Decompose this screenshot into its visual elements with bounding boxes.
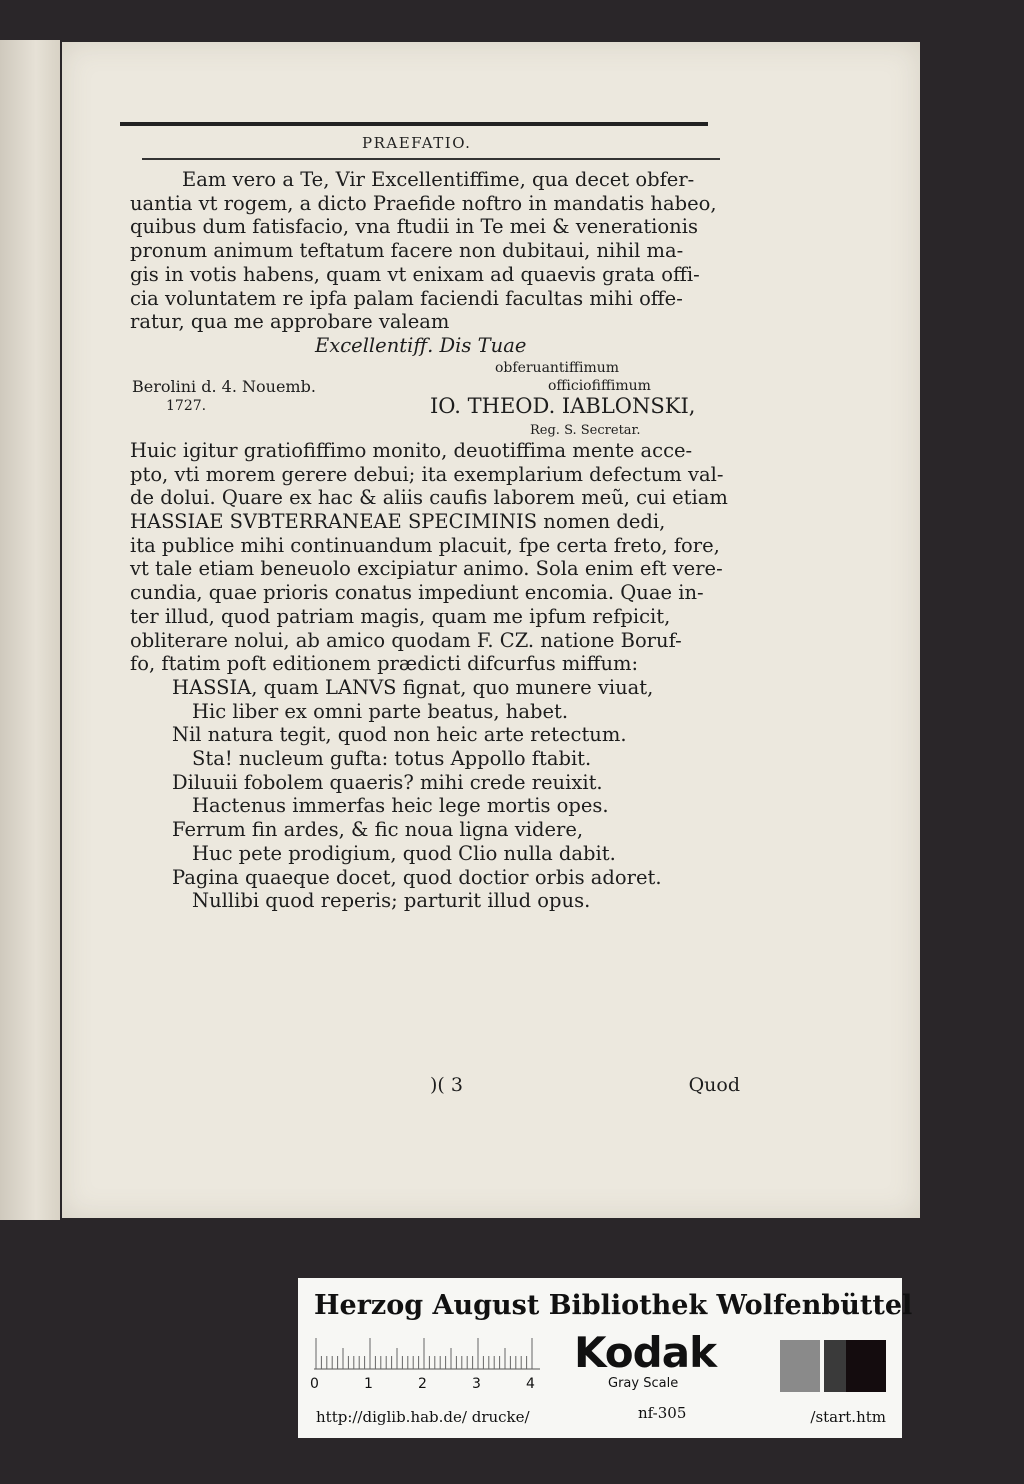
text-line: vt tale etiam beneuolo excipiatur animo. Sola enim eft vere- (130, 557, 723, 581)
library-url: http://diglib.hab.de/ drucke/ (316, 1408, 530, 1426)
text-line: fo, ftatim poft editionem prædicti difcurfus miffum: (130, 652, 639, 676)
poem-line: Pagina quaeque docet, quod doctior orbis adoret. (172, 865, 662, 889)
text-line: ita publice mihi continuandum placuit, fpe certa freto, fore, (130, 533, 720, 557)
text-line: cundia, quae prioris conatus impediunt encomia. Quae in- (130, 581, 704, 605)
signature-row (130, 419, 740, 439)
text-line: de dolui. Quare ex hac & aliis caufis laborem meũ, cui etiam (130, 486, 728, 510)
text-line: uantia vt rogem, a dicto Praefide noftro in mandatis habeo, (130, 191, 717, 215)
ruler-number: 3 (472, 1376, 481, 1392)
gray-swatch-white (736, 1340, 776, 1392)
poem-line: Nullibi quod reperis; parturit illud opus. (192, 889, 591, 913)
sheet-signature: )( 3 (430, 1074, 463, 1096)
officio-line: officiofiffimum (548, 377, 651, 394)
poem-line: Hic liber ex omni parte beatus, habet. (192, 699, 569, 723)
text-line: gis in votis habens, quam vt enixam ad quaevis grata offi- (130, 262, 700, 286)
ruler-number: 2 (418, 1376, 427, 1392)
start-link: /start.htm (810, 1408, 886, 1426)
ruler-number: 0 (310, 1376, 319, 1392)
library-title: Herzog August Bibliothek Wolfenbüttel (314, 1290, 913, 1321)
ruler-numbers (310, 1376, 542, 1394)
header-underline (142, 158, 720, 160)
author-name: IO. THEOD. IABLONSKI, (430, 393, 696, 418)
text-line: pto, vti morem gerere debui; ita exemplarium defectum val- (130, 462, 724, 486)
signature-row (130, 395, 740, 419)
page-footer (130, 1074, 740, 1100)
ruler-number: 4 (526, 1376, 535, 1392)
observ-line: obferuantiffimum (495, 359, 620, 376)
gray-scale-label: Gray Scale (608, 1376, 679, 1391)
gray-swatch-mid (780, 1340, 820, 1392)
signature-row (130, 357, 740, 375)
poem-line: Huc pete prodigium, quod Clio nulla dabit. (192, 841, 616, 865)
salutation: Excellentiff. Dis Tuae (315, 333, 527, 357)
page-text (130, 168, 740, 913)
author-title: Reg. S. Secretar. (530, 422, 641, 438)
book-page (62, 42, 920, 1218)
signature-row (130, 334, 740, 357)
year: 1727. (166, 397, 207, 414)
gray-swatch-black (846, 1340, 886, 1392)
poem-line: Nil natura tegit, quod non heic arte retectum. (172, 723, 627, 747)
running-header: PRAEFATIO. (362, 134, 472, 152)
text-line: ratur, qua me approbare valeam (130, 310, 450, 334)
text-line: obliterare nolui, ab amico quodam F. CZ. natione Boruf- (130, 628, 682, 652)
poem-line: Ferrum fin ardes, & fic noua ligna videre, (172, 818, 584, 842)
text-line: ter illud, quod patriam magis, quam me ipfum refpicit, (130, 604, 671, 628)
adjacent-page-edge (0, 40, 60, 1220)
ruler-number: 1 (364, 1376, 373, 1392)
color-bar (298, 1278, 913, 1438)
shelf-code: nf-305 (638, 1404, 687, 1422)
catchword: Quod (688, 1074, 740, 1096)
place-date: Berolini d. 4. Nouemb. (132, 376, 316, 396)
poem-line: Diluuii fobolem quaeris? mihi crede reuixit. (172, 770, 603, 794)
text-line: quibus dum fatisfacio, vna ftudii in Te mei & venerationis (130, 215, 698, 239)
text-line: pronum animum teftatum facere non dubitaui, nihil ma- (130, 239, 684, 263)
signature-row (130, 375, 740, 395)
poem-line: Sta! nucleum gufta: totus Appollo ftabit. (192, 747, 592, 771)
text-line: HASSIAE SVBTERRANEAE SPECIMINIS nomen dedi, (130, 510, 666, 534)
kodak-logo: Kodak (574, 1328, 716, 1377)
header-rule (120, 122, 708, 126)
text-line: cia voluntatem re ipfa palam faciendi facultas mihi offe- (130, 286, 683, 310)
ruler-scale (314, 1336, 540, 1370)
text-line: Eam vero a Te, Vir Excellentiffime, qua decet obfer- (182, 168, 695, 191)
poem-line: Hactenus immerfas heic lege mortis opes. (192, 794, 609, 818)
poem-line: HASSIA, quam LANVS fignat, quo munere viuat, (172, 675, 654, 699)
text-line: Huic igitur gratiofiffimo monito, deuotiffima mente acce- (130, 438, 693, 462)
